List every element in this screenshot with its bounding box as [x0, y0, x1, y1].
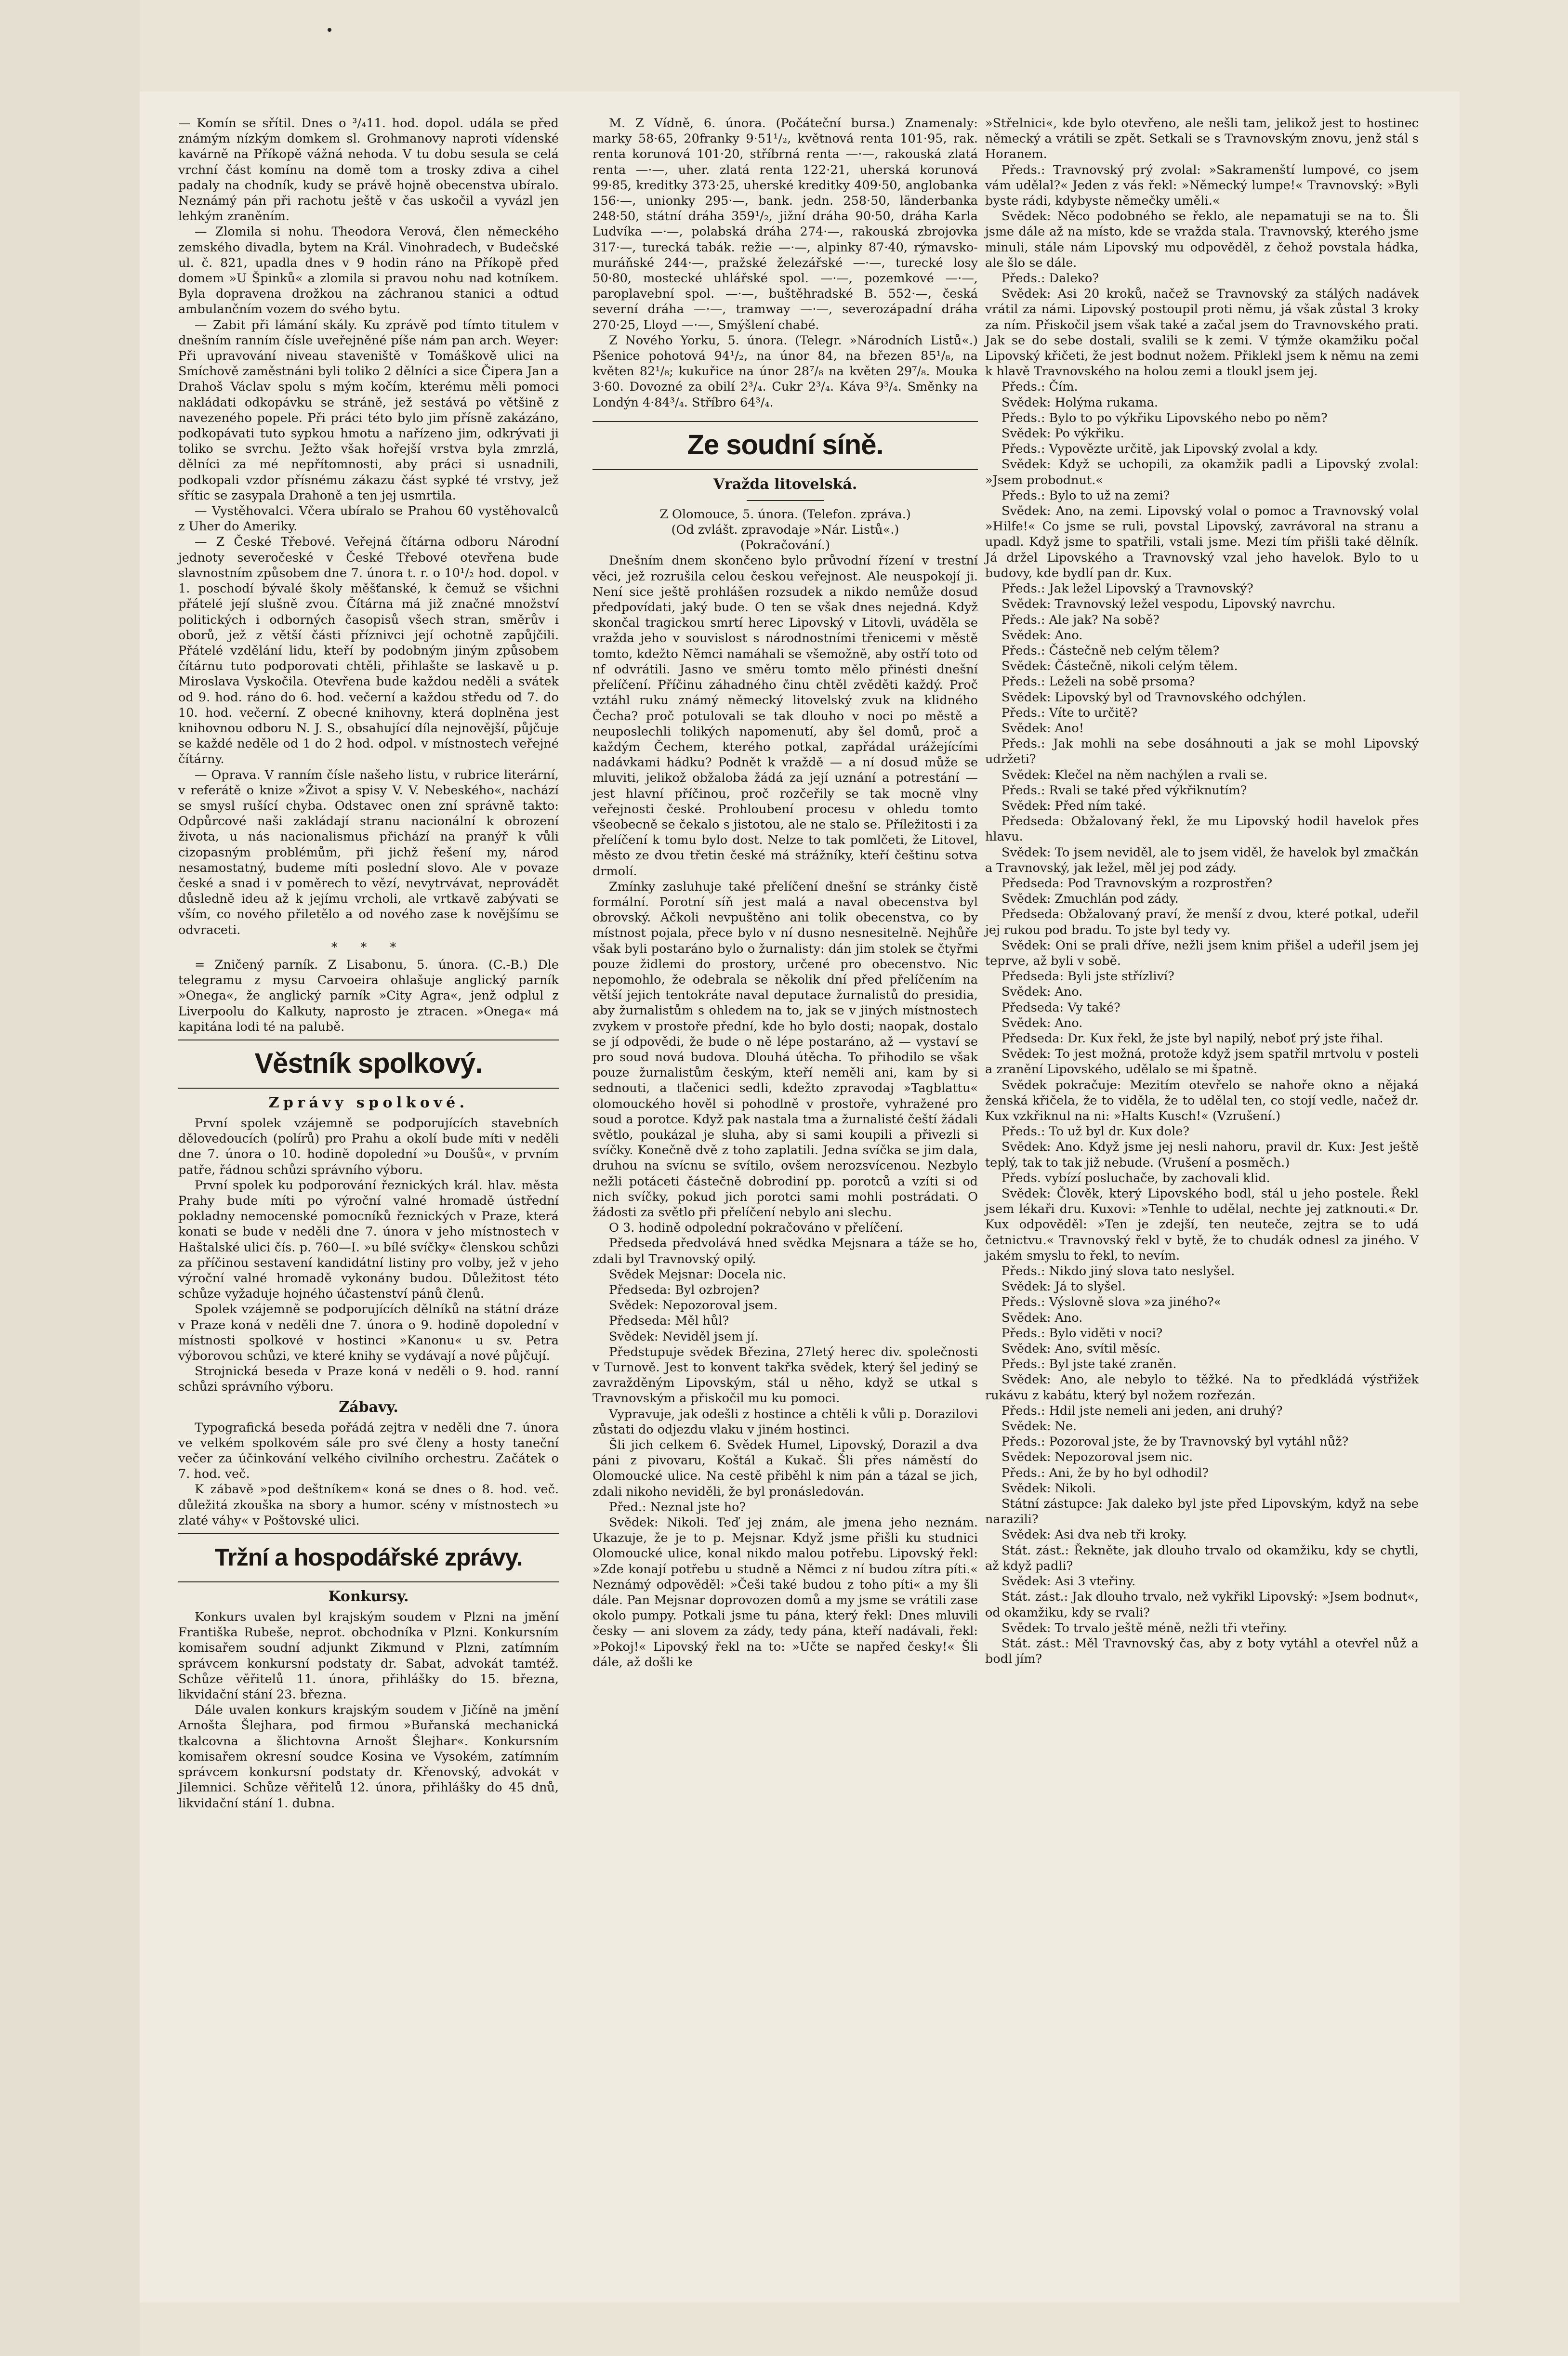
club-item-butchers: První spolek ku podporování řeznických král. hlav. města Prahy bude míti po výroční valné hromadě ústřední pokladny nemocenské pomocníků řeznických v Praze, která konati se bude v neděli dne 7. února v jeho místnostech v Haštalské ulici čís. p. 760—I. »u bílé svíčky« členskou schůzi za příčinou sestavení kandidátní listiny pro volby, jež v jeho výroční valné hromadě vykonány budou. Důležitost této schůze vyžaduje hojného účastenství pánů členů. [178, 1178, 559, 1302]
divider [747, 500, 824, 501]
testimony-line: Svědek: Člověk, který Lipovského bodl, stál u jeho postele. Řekl jsem lékaři dru. Kuxovi: »Tenhle to udělal, nechte jej zatknouti.« Dr. Kux odpověděl: »Ten je zdejší, ten neuteče, zejtra se to udá četnictvu.« Travnovský řekl v bytě, že to chudák odnesl za jiného. V jakém smyslu to řekl, to nevím. [985, 1186, 1419, 1263]
testimony-line: Předs.: Pozoroval jste, že by Travnovský byl vytáhl nůž? [1001, 1435, 1349, 1449]
subsection-title-club-reports: Zprávy spolkové. [268, 1094, 469, 1111]
section-title-club-news: Věstník spolkový. [254, 1047, 483, 1079]
testimony-line: Stát. zást.: Měl Travnovský čas, aby z boty vytáhl a otevřel nůž a bodl jím? [985, 1636, 1419, 1667]
club-item-railway-workers: Spolek vzájemně se podporujících dělníků na státní dráze v Praze koná v neděli dne 7. února o 9. hodině dopolední v místnosti spolkové v hostinci »Kanonu« u sv. Petra výborovou schůzi, ve které knihy se vydávají a nové půjčují. [178, 1302, 559, 1364]
news-item-correction: — Oprava. V ranním čísle našeho listu, v rubrice literární, v referátě o knize »Život a spisy V. V. Nebeského«, nachází se smysl rušící chyba. Odstavec onen zní správně takto: Odpůrcové naši zakládají stranu nacionální k obrození života, u nás nacionalismus přichází na pranýř k vůli cizopasným problémům, při jichž řešení my, národ nesamostatný, budeme míti poslední slovo. Ale v povaze české a snad i v poměrech to vězí, nevytrvávat, neprovádět důsledně ideu až k jejímu vrcholi, ale vrtkavě zabývati se vším, co nového přiletělo a od nového zase k novějšímu se odvraceti. [178, 767, 559, 937]
testimony-line: Svědek: Travnovský ležel vespodu, Lipovský navrchu. [1001, 597, 1336, 612]
testimony-line: Předseda: Pod Travnovským a rozprostřen? [1001, 876, 1273, 891]
testimony-line: Předs.: Čím. [1001, 380, 1078, 395]
testimony-line: Předseda: Byli jste střízliví? [1001, 969, 1174, 984]
article-dateline: Z Olomouce, 5. února. (Telefon. zpráva.) [659, 507, 911, 522]
testimony-line: Svědek Mejsnar: Docela nic. [609, 1267, 787, 1282]
testimony-line: Svědek: Ano. Když jsme jej nesli nahoru, pravil dr. Kux: Jest ještě teplý, tak to tak již nebude. (Vrušení a posměch.) [985, 1140, 1419, 1170]
testimony-line: Svědek: Oni se prali dříve, nežli jsem knim přišel a udeřil jsem jej teprve, až byli v sobě. [985, 938, 1419, 968]
market-vienna: M. Z Vídně, 6. února. (Počáteční bursa.) Znamenaly: marky 58·65, 20franky 9·51¹/₂, květnová renta 101·95, rak. renta korunová 101·20, stříbrná renta —·—, rakouská zlatá renta —·—, uher. zlatá renta 122·21, uherská korunová 99·85, kreditky 373·25, uherské kreditky 409·50, anglobanka 156·—, unionky 295·—, bank. jedn. 258·50, länderbanka 248·50, státní dráha 359¹/₂, jižní dráha 90·50, dráha Karla Ludvíka —·—, polabská dráha 274·—, rakouská zbrojovka 317·—, turecká tabák. režie —·—, alpinky 87·40, rýmavsko-muráňské 244·—, pražské železářské —·—, turecké losy 50·80, mostecké uhlářské spol. —·—, pozemkové —·—, paroplavební spol. —·—, buštěhradské B. 552·—, česká severní dráha —·—, tramway —·—, severozápadní dráha 270·25, Lloyd —·—, Smýšlení chabé. [593, 116, 978, 332]
print-speck [328, 28, 331, 32]
testimony-dialogue [985, 162, 1419, 1667]
testimony-line: Svědek: Částečně, nikoli celým tělem. [1001, 659, 1238, 674]
club-item-builders: První spolek vzájemně se podporujících stavebních dělovedoucích (polírů) pro Prahu a okolí bude míti v neděli dne 7. února o 10. hodině dopolední »u Doušů«, v prvním patře, řádnou schůzi správního výboru. [178, 1116, 559, 1177]
testimony-line: Předs.: Nikdo jiný slova tato neslyšel. [1001, 1264, 1235, 1279]
testimony-line: Předs.: Víte to určitě? [1001, 705, 1138, 720]
testimony-line: Předs. vybízí posluchače, by zachovali klid. [1001, 1171, 1270, 1185]
section-title-market-news: Tržní a hospodářské zprávy. [214, 1544, 523, 1571]
article-paragraph: Dnešním dnem skončeno bylo průvodní řízení v trestní věci, jež rozrušila celou českou veřejnost. Ale neuspokojí ji. Není sice ještě prohlášen rozsudek a nikdo nemůže dosud předpovídati, jaký bude. O ten se však dnes nejedná. Když skončal tragickou smrtí herec Lipovský v Litovli, uváděla se vražda jeho v souvislost s národnostními třenicemi v městě tomto, kdežto Němci namáhali se všemožně, aby ostří toto od nf odvrátili. Jasno ve směru tomto mělo přinésti dnešní přelíčení. Příčinu záhadného činu chtěl zvěděti každý. Proč vztáhl ruku známý německý litovelský zvuk na klidného Čecha? proč potulovali se tak dlouho v noci po městě a neuposlechli tolikých napomenutí, aby šel domů, proč a každým Čechem, kterého potkal, zapřádal urážejícími nadávkami hádku? Podnět k vraždě — a ní dosud může se mluviti, jelikož obžaloba žádá za její uznání a potrestání — jest hlavní příčinou, proč rozčeřily se tak mocně vlny veřejnosti české. Prohloubení procesu v ohledu tomto všeobecně se čekalo s jistotou, ale ne stalo se. Příležitosti i za přelíčení k tomu bylo dost. Nelze to tak pomlčeti, že Litovel, město ze dvou třetin české má strážníky, kteří češtinu sotva drmolí. [593, 553, 978, 879]
testimony-line: Svědek pokračuje: Mezitím otevřelo se nahoře okno a nějaká ženská křičela, že to viděla, že to udělal ten, co stojí vedle, načež dr. Kux vzkřiknul na ni: »Halts Kusch!« (Vzrušení.) [985, 1078, 1419, 1123]
divider [593, 469, 978, 470]
article-paragraph: Svědek: Nikoli. Teď jej znám, ale jmena jeho neznám. Ukazuje, že je to p. Mejsnar. Když jsme přišli ku studnici Olomoucké ulice, konal nikdo malou potřebu. Lipovský řekl: »Zde konají potřebu u studně a Němci z ní budou zítra píti.« Neznámý odpověděl: »Češi také budou z toho píti« a my šli dále. Pan Mejsnar doprovozen domů a my jsme se vrátili zase okolo pumpy. Potkali jsme tu pána, který řekl: Dnes mluvili česky — ani slovem za zády, tedy pána, kteří nadávali, řekl: »Pokoj!« Lipovský řekl na to: »Učte se napřed česky!« Šli dále, až došli ke [593, 1515, 978, 1670]
testimony-line: Státní zástupce: Jak daleko byl jste před Lipovským, když na sebe narazili? [985, 1497, 1419, 1527]
testimony-line: Předseda: Vy také? [1001, 1000, 1120, 1015]
testimony-line: Předseda: Obžalovaný praví, že menší z dvou, které potkal, udeřil jej rukou pod bradu. To jste byl tedy vy. [985, 907, 1419, 937]
divider [178, 1088, 559, 1089]
news-item-steamer: = Zničený parník. Z Lisabonu, 5. února. (C.-B.) Dle telegramu z mysu Carvoeira ohlašuje anglický parník »Onega«, že anglický parník »City Agra«, jenž odplul z Liverpoolu do Kalkuty, naprosto je ztracen. »Onega« má kapitána lodi té na palubě. [178, 957, 559, 1034]
market-new-york: Z Nového Yorku, 5. února. (Telegr. »Národních Listů«.) Pšenice pohotová 94¹/₂, na únor 84, na březen 85¹/₈, na květen 82¹/₈; kukuřice na únor 28⁷/₈ na květen 29⁷/₈. Mouka 3·60. Dovozné za obilí 2³/₄. Cukr 2³/₄. Káva 9³/₄. Směnky na Londýn 4·84³/₄. Stříbro 64³/₄. [593, 333, 978, 410]
bankruptcy-item-rubes: Konkurs uvalen byl krajským soudem v Plzni na jmění Františka Rubeše, neprot. obchodníka v Plzni. Konkursním komisařem soudní adjunkt Zikmund v Plzni, zatímním správcem konkursní podstaty dr. Sabat, advokát tamtéž. Schůze věřitelů 11. února, přihlášky do 15. března, likvidační stání 23. března. [178, 1610, 559, 1702]
article-paragraph: Vypravuje, jak odešli z hostince a chtěli k vůli p. Dorazilovi zůstati do odjezdu vlaku v jiném hostinci. [593, 1407, 978, 1437]
article-paragraph: Předseda předvolává hned svědka Mejsnara a táže se ho, zdali byl Travnovský opilý. [593, 1236, 978, 1266]
article-paragraph: Předstupuje svědek Březina, 27letý herec div. společnosti v Turnově. Jest to konvent takřka svědek, který šel jediný se zavražděným Lipovským, stál u něho, když se utkal s Travnovským a přiskočil mu ku pomoci. [593, 1344, 978, 1406]
news-item-broken-leg: — Zlomila si nohu. Theodora Verová, člen německého zemského divadla, bytem na Král. Vinohradech, v Budečské ul. č. 821, upadla dnes v 9 hodin ráno na Příkopě před domem »U Špinků« a zlomila si pravou nohu nad kotníkem. Byla dopravena drožkou na záchranou stanici a odtud ambulančním vozem do svého bytu. [178, 224, 559, 317]
testimony-line: Svědek: Ano, ale nebylo to těžké. Na to předkládá výstřižek rukávu z kabátu, který byl nožem rozřezán. [985, 1372, 1419, 1403]
testimony-line: Předs.: Částečně neb celým tělem? [1001, 643, 1220, 658]
testimony-line: Svědek: Ano, svítil měsíc. [1001, 1342, 1161, 1356]
club-item-engineers: Strojnická beseda v Praze koná v neděli o 9. hod. ranní schůzi správního výboru. [178, 1364, 559, 1395]
article-byline: (Od zvlášt. zpravodaje »Nár. Listů«.) [671, 523, 899, 538]
testimony-line: Svědek: Já to slyšel. [1001, 1279, 1126, 1294]
news-item-rock-accident: — Zabit při lámání skály. Ku zprávě pod tímto titulem v dnešním ranním čísle uveřejněné píše nám pan arch. Weyer: Při upravování niveau staveniště v Tomáškově ulici na Smíchově zaměstnáni byli toliko 2 dělníci a sice Čipera Jan a Drahoš Václav spolu s mým kočím, kterému měli pomoci nakládati odkopávku se stráně, jež sestává po většině z navezeného popele. Při práci této bylo jim přísně zakázáno, podkopávati tuto sypkou hmotu a nařízeno jim, odkrývati ji toliko se svrchu. Ježto však hořejší vrstva byla zmrzlá, dělníci za mé nepřítomnosti, aby práci si usnadnili, podkopali vzdor přísnému zákazu část sypké té vrstvy, jež sřític se zasypala Drahoně a ten jej usmrtila. [178, 317, 559, 503]
subsection-title-entertainment: Zábavy. [339, 1398, 398, 1416]
testimony-line: Svědek: To trvalo ještě méně, nežli tři vteřiny. [1001, 1620, 1287, 1635]
testimony-line: Stát. zást.: Řekněte, jak dlouho trvalo od okamžiku, kdy se chytli, až když padli? [985, 1543, 1419, 1573]
news-item-emigrants: — Vystěhovalci. Včera ubíralo se Prahou 60 vystěhovalců z Uher do Ameriky. [178, 504, 559, 534]
article-paragraph: O 3. hodině odpolední pokračováno v přelíčení. [609, 1221, 904, 1236]
testimony-line: Předs.: Leželi na sobě prsoma? [1001, 674, 1195, 689]
testimony-line: Svědek: Zmuchlán pod zády. [1001, 892, 1179, 907]
testimony-line: Předs.: To už byl dr. Kux dole? [1001, 1124, 1190, 1139]
article-paragraph: Šli jich celkem 6. Svědek Humel, Lipovský, Dorazil a dva páni z pivovaru, Koštál a Kukač. Šli přes náměstí do Olomoucké ulice. Na cestě přiběhl k nim pán a tázal se jich, zdali nikoho neviděli, že byl pronásledován. [593, 1438, 978, 1499]
club-item-umbrella: K zábavě »pod deštníkem« koná se dnes o 8. hod. več. důležitá zkouška na sbory a humor. scény v místnostech »u zlaté váhy« v Poštovské ulici. [178, 1482, 559, 1528]
testimony-line: Stát. zást.: Jak dlouho trvalo, než vykřikl Lipovský: »Jsem bodnut«, od okamžiku, kdy se rvali? [985, 1590, 1419, 1620]
testimony-line: Předs.: Jak ležel Lipovský a Travnovský? [1001, 581, 1253, 596]
subsection-title-bankruptcies: Konkursy. [328, 1588, 409, 1606]
club-item-typographic: Typografická beseda pořádá zejtra v neděli dne 7. února ve velkém spolkovém sále pro své členy a hosty taneční večer za účinkování velkého civilního orchestru. Začátek o 7. hod. več. [178, 1420, 559, 1482]
testimony-line: Svědek: Ne. [1001, 1419, 1077, 1434]
testimony-line: Svědek: Nepozoroval jsem nic. [1001, 1450, 1193, 1465]
testimony-line: Předseda: Obžalovaný řekl, že mu Lipovský hodil havelok přes hlavu. [985, 814, 1419, 844]
divider [178, 1533, 559, 1534]
testimony-line: Předseda: Byl ozbrojen? [609, 1283, 760, 1298]
testimony-line: Svědek: Ano. [1001, 1015, 1083, 1030]
testimony-line: Předs.: Vypovězte určitě, jak Lipovský zvolal a kdy. [1001, 442, 1318, 457]
testimony-line: Předs.: Ani, že by ho byl odhodil? [1001, 1465, 1209, 1480]
testimony-line: Předs.: Rvali se také před výkřiknutím? [1001, 783, 1247, 798]
divider [178, 1581, 559, 1582]
testimony-line: Svědek: Nepozoroval jsem. [609, 1298, 778, 1313]
column-2 [593, 116, 978, 1670]
testimony-line: Svědek: Holýma rukama. [1001, 395, 1158, 410]
testimony-line: Svědek: Asi dva neb tři kroky. [1001, 1527, 1187, 1542]
testimony-line: Svědek: Ano! [1001, 721, 1084, 736]
testimony-line: Předs.: Výslovně slova »za jiného?« [1001, 1295, 1222, 1310]
testimony-line: Svědek: Ano, na zemi. Lipovský volal o pomoc a Travnovský volal »Hilfe!« Co jsme se ruli, povstal Lipovský, zavrávoral na stranu a upadl. Když jsme to spatřili, vstali jsme. Mezi tím přišli také dělník. Já držel Lipovského a Travnovský vzal jeho havelok. Bylo to u budovy, kde bydlí pan dr. Kux. [985, 504, 1419, 580]
testimony-line: Svědek: Když se uchopili, za okamžik padli a Lipovský zvolal: »Jsem probodnut.« [985, 457, 1419, 487]
testimony-line: Předseda: Měl hůl? [609, 1314, 729, 1329]
testimony-line: Svědek: To jsem neviděl, ale to jsem viděl, že havelok byl zmačkán a Travnovský, jak ležel, měl jej pod zády. [985, 845, 1419, 875]
testimony-line: Svědek: Ano. [1001, 628, 1083, 643]
section-stars: * * * [331, 940, 406, 955]
testimony-line: Předs.: Ale jak? Na sobě? [1001, 612, 1160, 627]
article-title-litovel-murder: Vražda litovelská. [713, 475, 857, 493]
article-paragraph: Zmínky zasluhuje také přelíčení dnešní se stránky čistě formální. Porotní síň jest malá a naval obecenstva byl obrovský. Ačkoli nevpuštěno ani tolik obecenstva, co by místnost pojala, přece bylo v ní dusno nesnesitelně. Nejhůře však byli postaráno bylo o žurnalisty: dán jim stolek se čtyřmi pouze židlemi do prostory, určené pro obecenstvo. Nic nepomohlo, že odebrala se několik dní před přelíčením na větší jejich tentokráte naval deputace žurnalistů do presidia, aby žurnalistům s ohledem na to, jak se v jiných místnostech zvykem v prostoře přední, kde ho bylo dosti; naopak, dostalo se jí odpovědi, že bude o ně lépe postaráno, až — vystaví se pro soud nová budova. Dlouhá útěcha. To přihodilo se však pouze žurnalistům českým, kteří neměli ani, kam by si sednouti, a tlačenici sedli, kdežto zpravodaj »Tagblattu« olomouckého hověl si pohodlně v prostoře, vyhražené pro soud a porotce. Když pak nastala tma a žurnalisté čeští žádali světlo, poukázal je sluha, aby si sami koupili a přivezli si svíčky. Konečně dvě z toho zaplatili. Jedna svíčka se jim dala, druhou na svícnu se svítilo, ovšem nerozsvícenou. Nezbylo nežli potáceti částečně dobrodiní pp. porotců a vzíti si od nich svíčky, pokud jich porotci sami mohli postrádati. O žádosti za světlo při přelíčení nebylo ani slechu. [593, 879, 978, 1220]
column-3 [985, 116, 1419, 1667]
testimony-line: Předs.: Jak mohli na sebe dosáhnouti a jak se mohl Lipovský udržeti? [985, 737, 1419, 767]
testimony-line: Předs.: Travnovský prý zvolal: »Sakramenští lumpové, co jsem vám udělal?« Jeden z vás řekl: »Německý lumpe!« Travnovský: »Byli byste rádi, kdybyste němečky uměli.« [985, 162, 1419, 209]
testimony-line: Svědek: Ano. [1001, 985, 1083, 1000]
testimony-line: Předs.: Hdil jste nemeli ani jeden, ani druhý? [1001, 1403, 1283, 1418]
testimony-line: Svědek: Po výkřiku. [1001, 426, 1124, 441]
article-continuation: (Pokračování.) [740, 538, 830, 553]
article-paragraph: »Střelnici«, kde bylo otevřeno, ale nešli tam, jelikož jest to hostinec německý a vrátili se zpět. Setkali se s Travnovským znovu, jenž stál s Horanem. [985, 116, 1419, 162]
news-item-ceska-trebova: — Z České Třebové. Veřejná čítárna odboru Národní jednoty severočeské v České Třebové otevřena bude slavnostním způsobem dne 7. února t. r. o 10¹/₂ hod. dopol. v 1. poschodí bývalé školy měšťanské, k čemuž se všichni přátelé její slušně zvou. Čítárna má již značné množství politických i odborných časopisů všech stran, směrův i oborů, jež z větší části příznivci její ochotně zapůjčili. Přátelé vzdělání lidu, kteří by podobným jiným způsobem čítárnu tuto podporovati chtěli, přihlašte se laskavě u p. Miroslava Vyskočila. Otevřena bude každou neděli a svátek od 9. hod. ráno do 6. hod. večerní a každou středu od 7. do 10. hod. večerní. Z obecné knihovny, která doplněna jest knihovnou odboru N. J. S., obsahující díla nejnovější, půjčuje se každé neděle od 1 do 2 hod. odpol. v místnostech veřejné čítárny. [178, 535, 559, 767]
section-title-courtroom: Ze soudní síně. [687, 429, 883, 461]
testimony-line: Svědek: Neviděl jsem jí. [609, 1329, 759, 1344]
testimony-line: Svědek: Nikoli. [1001, 1481, 1096, 1496]
testimony-line: Předseda: Dr. Kux řekl, že jste byl napilý, neboť prý jste řihal. [1001, 1031, 1384, 1046]
testimony-line: Svědek: Asi 3 vteřiny. [1001, 1574, 1136, 1589]
testimony-line: Svědek: Před ním také. [1001, 798, 1146, 813]
testimony-line: Svědek: Ano. [1001, 1310, 1083, 1325]
divider [593, 421, 978, 422]
testimony-line: Svědek: Něco podobného se řeklo, ale nepamatuji se na to. Šli jsme dále až na místo, kde se vražda stala. Travnovský, kterého jsme minuli, stále nám Lipovský mu odpověděl, z čehož povstala hádka, ale šlo se dále. [985, 209, 1419, 270]
testimony-line: Svědek: Klečel na něm nachýlen a rvali se. [1001, 767, 1268, 782]
page-margin [0, 0, 140, 2356]
testimony-line: Předs.: Daleko? [1001, 271, 1099, 286]
testimony-line: Před.: Neznal jste ho? [609, 1500, 746, 1514]
testimony-line: Předs.: Bylo viděti v noci? [1001, 1326, 1163, 1341]
testimony-line: Svědek: Asi 20 kroků, načež se Travnovský za stálých nadávek vrátil za námi. Lipovský postoupil proti němu, já však zůstal 3 kroky za ním. Přiskočil jsem však také a začal jsem do Travnovského prati. Jak se do sebe dostali, svalili se k zemi. V týmže okamžiku počal Lipovský křičeti, že jest bodnut nožem. Přiklekl jsem k němu na zemi k hlavě Travnovského na holou zemi a tloukl jsem jej. [985, 287, 1419, 379]
column-1 [178, 116, 559, 1811]
testimony-line: Svědek: Lipovský byl od Travnovského odchýlen. [1001, 690, 1306, 705]
testimony-line: Předs.: Bylo to už na zemi? [1001, 488, 1170, 503]
testimony-line: Svědek: To jest možná, protože když jsem spatřil mrtvolu v posteli a zranění Lipovského, udělalo se mi špatně. [985, 1047, 1419, 1077]
news-item-chimney: — Komín se sřítil. Dnes o ³/₄11. hod. dopol. udála se před známým nízkým domkem sl. Grohmanovy naproti vídenské kavárně na Příkopě vážná nehoda. V tu dobu sesula se celá vrchní část komínu na domě tom a trosky zdiva a cihel padaly na chodník, kudy se právě hojně obecenstva ubíralo. Neznámý pán při rachotu ještě v čas uskočil a vyvázl jen lehkým zraněním. [178, 116, 559, 224]
testimony-line: Předs.: Byl jste také zraněn. [1001, 1357, 1177, 1372]
bankruptcy-item-slejhar: Dále uvalen konkurs krajským soudem v Jičíně na jmění Arnošta Šlejhara, pod firmou »Buřanská mechanická tkalcovna a šlichtovna Arnošt Šlejhar«. Konkursním komisařem okresní soudce Kosina ve Vysokém, zatímním správcem konkursní podstaty dr. Křenovský, advokát v Jilemnici. Schůze věřitelů 12. února, přihlášky do 45 dnů, likvidační stání 1. dubna. [178, 1703, 559, 1811]
testimony-line: Předs.: Bylo to po výkřiku Lipovského nebo po něm? [1001, 410, 1328, 425]
